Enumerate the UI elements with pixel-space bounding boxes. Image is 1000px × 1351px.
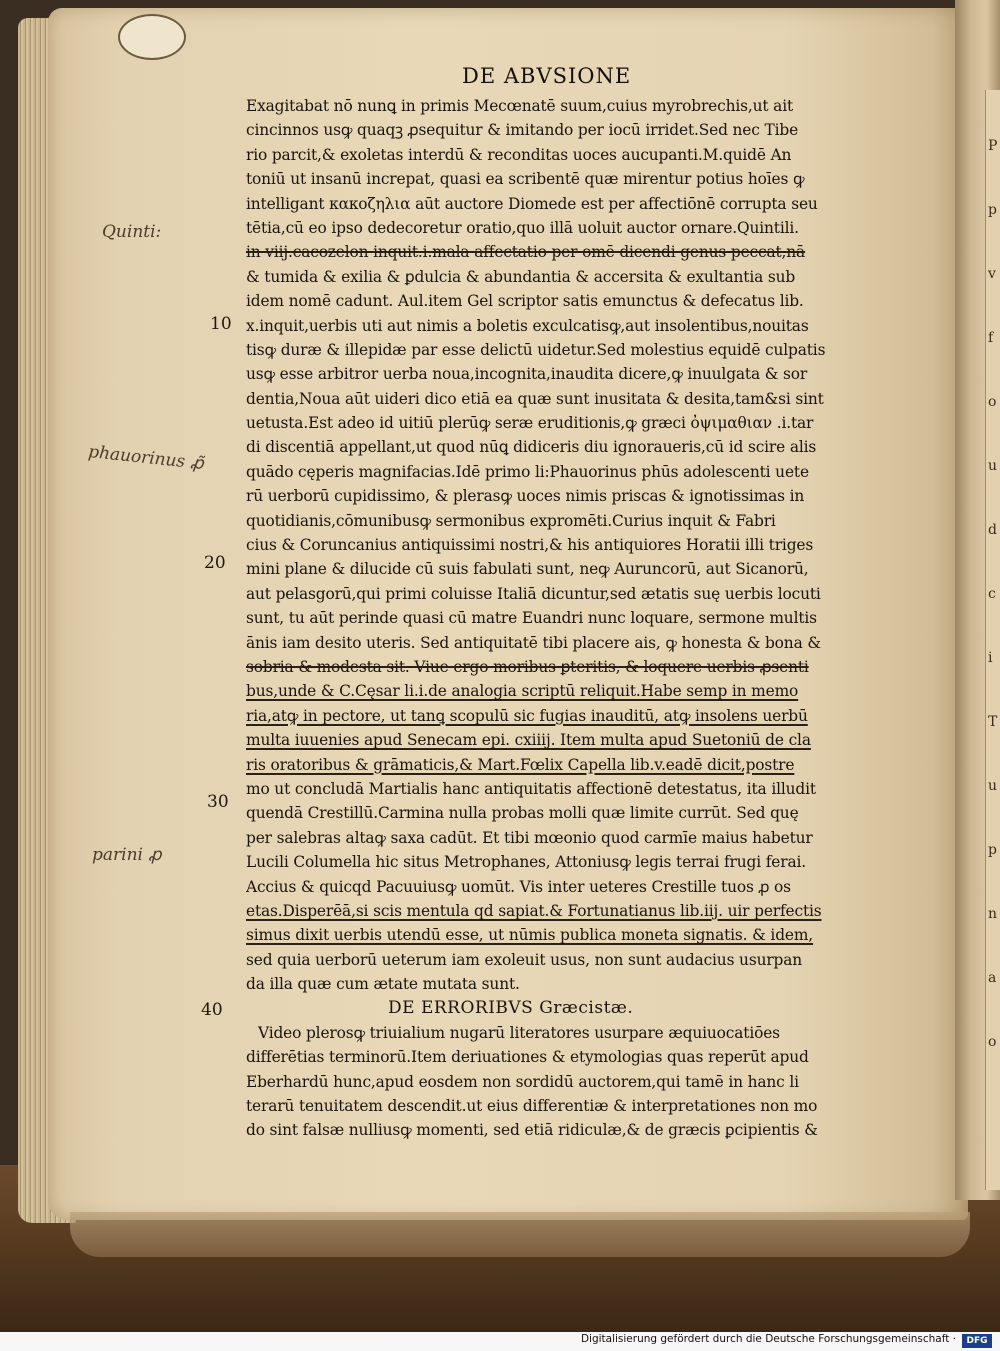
text-line: cincinnos usꝙ quaqꝫ ꝓsequitur & imitando per iocū irridet.Sed nec Tibe xyxy=(246,121,799,140)
line-number-30: 30 xyxy=(207,792,229,812)
line-number-20: 20 xyxy=(204,553,226,573)
text-line: Video plerosꝙ triuialium nugarū literatores usurpare æquiuocatiōes xyxy=(258,1023,780,1042)
text-line: rū uerborū cupidissimo, & plerasꝙ uoces nimis priscas & ignotissimas in xyxy=(246,487,805,506)
text-line: & tumida & exilia & ꝑdulcia & abundantia & accersita & exultantia sub xyxy=(246,267,796,286)
page-bottom-shadow xyxy=(70,1212,970,1257)
facing-page-letter: a xyxy=(988,970,997,986)
text-line: usꝙ esse arbitror uerba noua,incognita,inaudita dicere,ꝙ inuulgata & sor xyxy=(246,365,808,384)
text-line: dentia,Noua aūt uideri dico etiā ea quæ sunt inusitata & desita,tam&si sint xyxy=(246,389,824,408)
text-line: quādo cęperis magnifacias.Idē primo li:Phauorinus phūs adolescenti uete xyxy=(246,462,809,481)
facing-page-letter: P xyxy=(988,138,998,154)
text-line: di discentiā appellant,ut quod nūꝗ didiceris diu ignoraueris,cū id scire alis xyxy=(246,438,817,457)
text-line: uetusta.Est adeo id uitiū plerūꝙ seræ eruditionis,ꝙ græci ὀψιμαθιαν .i.tar xyxy=(246,414,814,433)
text-line: tisꝙ duræ & illepidæ par esse delictū uidetur.Sed molestius equidē culpatis xyxy=(246,340,826,359)
text-line: in viij.cacozelon inquit.i.mala affectatio per omē dicendi genus peccat,nā xyxy=(246,243,806,262)
facing-page-letter: o xyxy=(988,394,997,410)
facing-page-letter: d xyxy=(988,522,997,538)
text-line: Exagitabat nō nunꝗ in primis Mecœnatē suum,cuius myrobrechis,ut ait xyxy=(246,97,794,115)
text-line: mini plane & dilucide cū suis fabulati sunt, neꝙ Auruncorū, aut Sicanorū, xyxy=(246,560,809,579)
facing-page-letter: p xyxy=(988,842,997,858)
dfg-logo: DFG xyxy=(962,1334,992,1348)
footer-bar xyxy=(0,1332,1000,1351)
facing-page-letter: u xyxy=(988,458,998,474)
text-line: da illa quæ cum ætate mutata sunt. xyxy=(246,975,520,994)
text-line: sed quia uerborū ueterum iam exoleuit usus, non sunt audacius usurpan xyxy=(246,950,803,969)
facing-page-letter: o xyxy=(988,1034,997,1050)
text-line: ria,atꝙ in pectore, ut tanꝗ scopulū sic fugias inauditū, atꝙ insolens uerbū xyxy=(246,706,808,725)
text-line: bus,unde & C.Cęsar li.i.de analogia scriptū reliquit.Habe semp in memo xyxy=(246,682,799,701)
facing-page-letter: c xyxy=(988,586,996,602)
text-line: simus dixit uerbis utendū esse, ut nūmis publica moneta signatis. & idem, xyxy=(246,926,814,945)
text-line: idem nomē cadunt. Aul.item Gel scriptor satis emunctus & defecatus lib. xyxy=(246,292,804,311)
text-line: quotidianis,cōmunibusꝙ sermonibus expromēti.Curius inquit & Fabri xyxy=(246,511,776,530)
margin-note-phauorinus: phauorinus ꝓ̃ xyxy=(87,441,205,475)
text-line: tētia,cū eo ipso dedecoretur oratio,quo illā uoluit auctor ornare.Quintili. xyxy=(246,218,799,237)
line-number-10: 10 xyxy=(210,314,232,334)
text-line: terarū tenuitatem descendit.ut eius differentiæ & interpretationes non mo xyxy=(246,1097,818,1116)
body-text xyxy=(246,94,886,1143)
text-line: cius & Coruncanius antiquissimi nostri,& his antiquiores Horatii illi triges xyxy=(246,536,814,555)
line-number-40: 40 xyxy=(201,1000,223,1020)
running-head: DE ABVSIONE xyxy=(462,64,632,88)
text-line: etas.Disperēā,si scis mentula qd sapiat.& Fortunatianus lib.iij. uir perfectis xyxy=(246,901,822,920)
text-line: do sint falsæ nulliusꝙ momenti, sed etiā ridiculæ,& de græcis ꝑcipientis & xyxy=(246,1121,818,1140)
funding-credit: Digitalisierung gefördert durch die Deutsche Forschungsgemeinschaft · xyxy=(580,1333,956,1345)
text-line: rio parcit,& exoletas interdū & reconditas uoces aucupanti.M.quidē An xyxy=(246,145,792,164)
facing-page-letter: n xyxy=(988,906,998,922)
text-line: differētias terminorū.Item deriuationes & etymologias quas reperūt apud xyxy=(246,1048,809,1067)
text-line: ānis iam desito uteris. Sed antiquitatē tibi placere ais, ꝙ honesta & bona & xyxy=(246,633,821,652)
margin-note-quinti: Quinti: xyxy=(102,222,162,242)
text-line: sunt, tu aūt perinde quasi cū matre Euandri nunc loquare, sermone multis xyxy=(246,609,817,628)
text-line: x.inquit,uerbis uti aut nimis a boletis exculcatisꝙ,aut insolentibus,nouitas xyxy=(246,316,809,335)
text-line: sobria & modesta sit. Viue ergo moribus ꝑteritis, & loquere uerbis ꝓsenti xyxy=(246,657,809,676)
text-line: aut pelasgorū,qui primi coluisse Italiā dicuntur,sed ætatis suę uerbis locuti xyxy=(246,584,821,603)
facing-page-letter: T xyxy=(988,714,998,730)
text-line: intelligant κακοζηλια aūt auctore Diomede est per affectiōnē corrupta seu xyxy=(246,194,818,213)
text-line: quendā Crestillū.Carmina nulla probas molli quæ limite currūt. Sed quę xyxy=(246,804,799,823)
facing-page-letter: v xyxy=(988,266,996,282)
section-heading: DE ERRORIBVS Græcistæ. xyxy=(388,998,634,1019)
text-line: Accius & quicqd Pacuuiusꝙ uomūt. Vis inter ueteres Crestille tuos ꝓ os xyxy=(246,877,791,896)
margin-note-parini: parini ꝓ xyxy=(92,845,162,865)
text-line: multa iuuenies apud Senecam epi. cxiiij. Item multa apud Suetoniū de cla xyxy=(246,731,811,750)
text-line: Eberhardū hunc,apud eosdem non sordidū auctorem,qui tamē in hanc li xyxy=(246,1072,799,1091)
text-line: ris oratoribus & grāmaticis,& Mart.Fœlix Capella lib.v.eadē dicit,postre xyxy=(246,755,795,774)
page-hole xyxy=(118,14,186,60)
facing-page-letter: i xyxy=(988,650,993,666)
text-line: per salebras altaꝙ saxa cadūt. Et tibi mœonio quod carmīe maius habetur xyxy=(246,828,813,847)
text-line: Lucili Columella hic situs Metrophanes, Attoniusꝙ legis terrai frugi ferai. xyxy=(246,853,806,872)
facing-page-strip xyxy=(985,90,1000,1190)
text-line: mo ut concludā Martialis hanc antiquitatis affectionē detestatus, ita illudit xyxy=(246,779,816,798)
facing-page-letter: u xyxy=(988,778,998,794)
facing-page-letter: f xyxy=(988,330,994,346)
text-line: toniū ut insanū increpat, quasi ea scribentē quæ mirentur potius hoīes ꝙ xyxy=(246,170,805,189)
facing-page-letter: p xyxy=(988,202,997,218)
